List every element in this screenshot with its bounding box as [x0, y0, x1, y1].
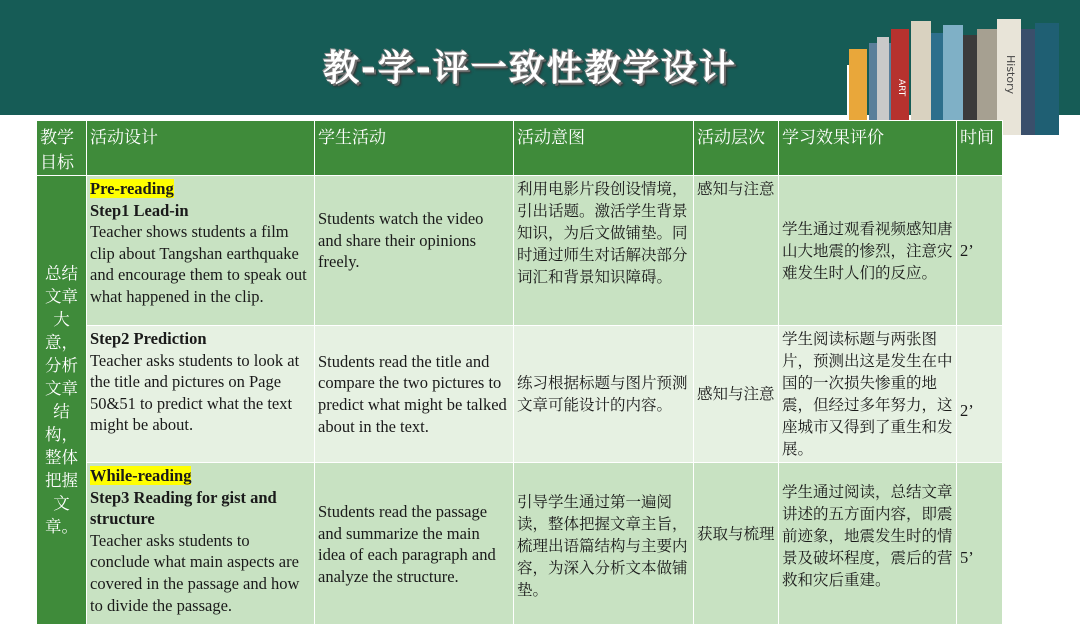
evaluation-cell: 学生通过阅读，总结文章讲述的五方面内容，即震前迹象，地震发生时的情景及破坏程度，震后的营救和灾后重建。 [779, 463, 957, 625]
design-text: Teacher asks students to look at the title and pictures on Page 50&51 to predict what the text might be about. [90, 350, 300, 435]
design-text: Teacher shows students a film clip about Tangshan earthquake and encourage them to speak out what happened in the clip. [90, 222, 307, 306]
step-title: Step2 Prediction [90, 329, 207, 348]
level-cell: 获取与梳理 [694, 463, 779, 625]
books-illustration [845, 15, 1080, 135]
step-title: Step1 Lead-in [90, 200, 189, 220]
header-intent: 活动意图 [514, 121, 694, 176]
header-objective: 教学目标 [37, 121, 87, 176]
header-time: 时间 [957, 121, 1003, 176]
intent-cell: 引导学生通过第一遍阅读，整体把握文章主旨，梳理出语篇结构与主要内容，为深入分析文本做铺垫。 [514, 463, 694, 625]
table-header-row [37, 121, 1003, 176]
book-label-history: History [1004, 55, 1017, 95]
lesson-plan-table [36, 120, 1003, 625]
student-activity-cell: Students read the title and compare the two pictures to predict what might be talked about in the text. [315, 326, 514, 463]
header-activity-design: 活动设计 [87, 121, 315, 176]
time-cell: 2’ [957, 326, 1003, 463]
activity-design-cell [87, 176, 315, 326]
section-label: While-reading [90, 466, 192, 485]
header-evaluation: 学习效果评价 [779, 121, 957, 176]
intent-cell: 练习根据标题与图片预测文章可能设计的内容。 [514, 326, 694, 463]
intent-cell: 利用电影片段创设情境，引出话题。激活学生背景知识，为后文做铺垫。同时通过师生对话解决部分词汇和背景知识障碍。 [514, 176, 694, 326]
header-student-activity: 学生活动 [315, 121, 514, 176]
activity-design-cell [87, 326, 315, 463]
evaluation-cell: 学生阅读标题与两张图片，预测出这是发生在中国的一次损失惨重的地震，但经过多年努力，这座城市又得到了重生和发展。 [779, 326, 957, 463]
level-cell: 感知与注意 [694, 176, 779, 326]
table-row [37, 326, 1003, 463]
activity-design-cell [87, 463, 315, 625]
level-cell: 感知与注意 [694, 326, 779, 463]
step-title: Step3 Reading for gist and structure [90, 487, 277, 529]
table-row [37, 176, 1003, 326]
page-title: 教-学-评一致性教学设计 [323, 48, 737, 89]
header-level: 活动层次 [694, 121, 779, 176]
teaching-objective: 总结文章大意，分析文章结构，整体把握文章。 [37, 176, 87, 625]
evaluation-cell: 学生通过观看视频感知唐山大地震的惨烈，注意灾难发生时人们的反应。 [779, 176, 957, 326]
student-activity-cell: Students watch the video and share their opinions freely. [315, 176, 514, 326]
book-label-art: ART [896, 79, 906, 97]
design-text: Teacher asks students to conclude what main aspects are covered in the passage and how to divide the passage. [90, 530, 300, 615]
section-label: Pre-reading [90, 179, 174, 198]
student-activity-cell: Students read the passage and summarize the main idea of each paragraph and analyze the structure. [315, 463, 514, 625]
table-row [37, 463, 1003, 625]
time-cell: 5’ [957, 463, 1003, 625]
time-cell: 2’ [957, 176, 1003, 326]
